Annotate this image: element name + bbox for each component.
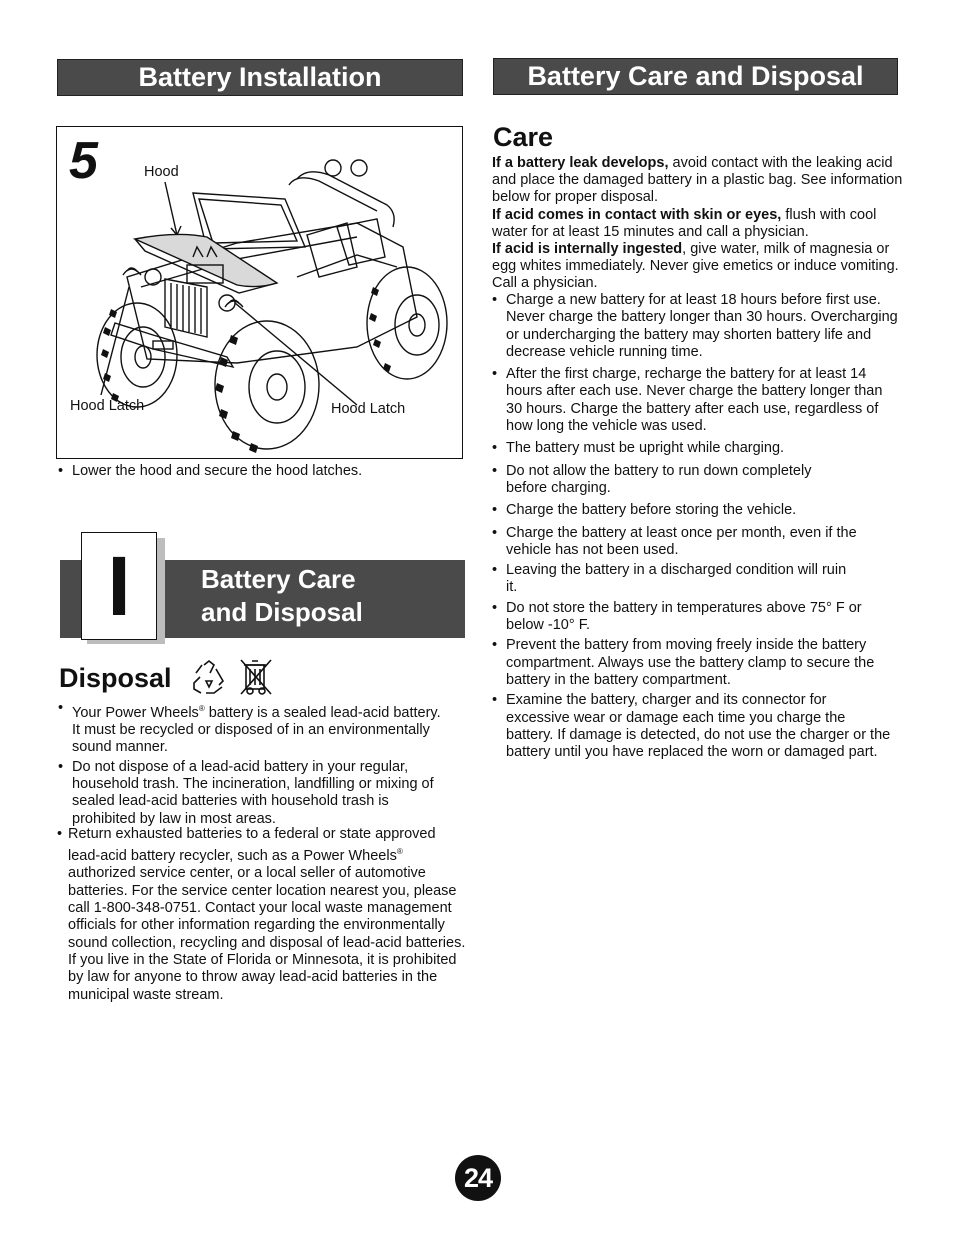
care-item: • Do not store the battery in temperatures above 75° F or below -10° F. — [491, 600, 899, 635]
care-warning-skin: If acid comes in contact with skin or eyes, flush with cool water for at least 15 minutes and call a physician. — [492, 206, 877, 240]
battery-care-disposal-header: Battery Care and Disposal — [493, 58, 898, 95]
section-tab — [81, 532, 157, 640]
section-title-line2: and Disposal — [201, 597, 363, 627]
recycle-icon — [190, 659, 228, 697]
figure-note-list — [57, 463, 457, 480]
label-hood: Hood — [144, 164, 179, 180]
disposal-item: • Do not dispose of a lead-acid battery in your regular, household trash. The incineration, landfilling or mixing of sealed lead-acid batteries with household trash is prohibited by law in most areas. — [57, 759, 452, 828]
section-title — [201, 563, 363, 629]
care-list — [491, 292, 899, 761]
disposal-item-3: • Return exhausted batteries to a federal or state approved lead-acid battery recycler, such as a Power Wheels® authorized service center, or a local seller of automotive batteries. For the service center location nearest you, please call 1-800-348-0751. Contact your local waste management officials for other information regarding the environmentally sound collection, recycling and disposal of lead-acid batteries. If you live in the State of Florida or Minnesota, it is prohibited by law for anyone to throw away lead-acid batteries in the municipal waste stream. — [57, 826, 466, 1003]
care-item: • Examine the battery, charger and its connector for excessive wear or damage each time you charge the battery. If damage is detected, do not use the charger or the battery until you have replaced the worn or damaged part. — [491, 692, 891, 761]
care-item: • Leaving the battery in a discharged condition will ruin it. — [491, 562, 856, 597]
care-warning-leak: If a battery leak develops, avoid contact with the leaking acid and place the damaged battery in a plastic bag. See information below for proper disposal. — [492, 155, 903, 206]
disposal-list — [57, 700, 452, 828]
label-hood-latch-left: Hood Latch — [70, 398, 145, 414]
care-item: • Charge the battery before storing the vehicle. — [491, 502, 899, 519]
jeep-illustration — [57, 127, 461, 457]
care-item: • After the first charge, recharge the battery for at least 14 hours after each use. Never charge the battery longer than 30 hours. Charge the battery after each use, regardless of how long the vehicle was used. — [491, 366, 899, 435]
crossed-bin-icon — [238, 657, 274, 697]
care-warning-ingested: If acid is internally ingested, give water, milk of magnesia or egg whites immediately. Never give emetics or induce vomiting. Call a physician. — [492, 241, 899, 292]
care-item: • The battery must be upright while charging. — [491, 440, 899, 457]
step-number: 5 — [69, 132, 98, 190]
step-5-figure — [56, 126, 463, 459]
care-item: • Prevent the battery from moving freely inside the battery compartment. Always use the battery clamp to secure the battery in the battery compartment. — [491, 637, 899, 689]
care-item: • Charge a new battery for at least 18 hours before first use. Never charge the battery longer than 30 hours. Overcharging or undercharging the battery may shorten battery life and decrease vehicle running time. — [491, 292, 899, 361]
care-item: • Do not allow the battery to run down completely before charging. — [491, 463, 846, 498]
disposal-heading: Disposal — [59, 663, 172, 693]
section-tab-letter: I — [107, 538, 131, 633]
figure-note: • Lower the hood and secure the hood latches. — [57, 463, 457, 480]
section-title-line1: Battery Care — [201, 564, 356, 594]
label-hood-latch-right: Hood Latch — [331, 401, 406, 417]
battery-installation-header: Battery Installation — [57, 59, 463, 96]
care-item: • Charge the battery at least once per month, even if the vehicle has not been used. — [491, 525, 899, 560]
care-warnings — [492, 155, 904, 293]
disposal-item: • Your Power Wheels® battery is a sealed lead-acid battery. It must be recycled or disposed of in an environmentally sound manner. — [57, 700, 452, 757]
care-heading: Care — [493, 122, 554, 152]
page-number: 24 — [455, 1155, 501, 1201]
